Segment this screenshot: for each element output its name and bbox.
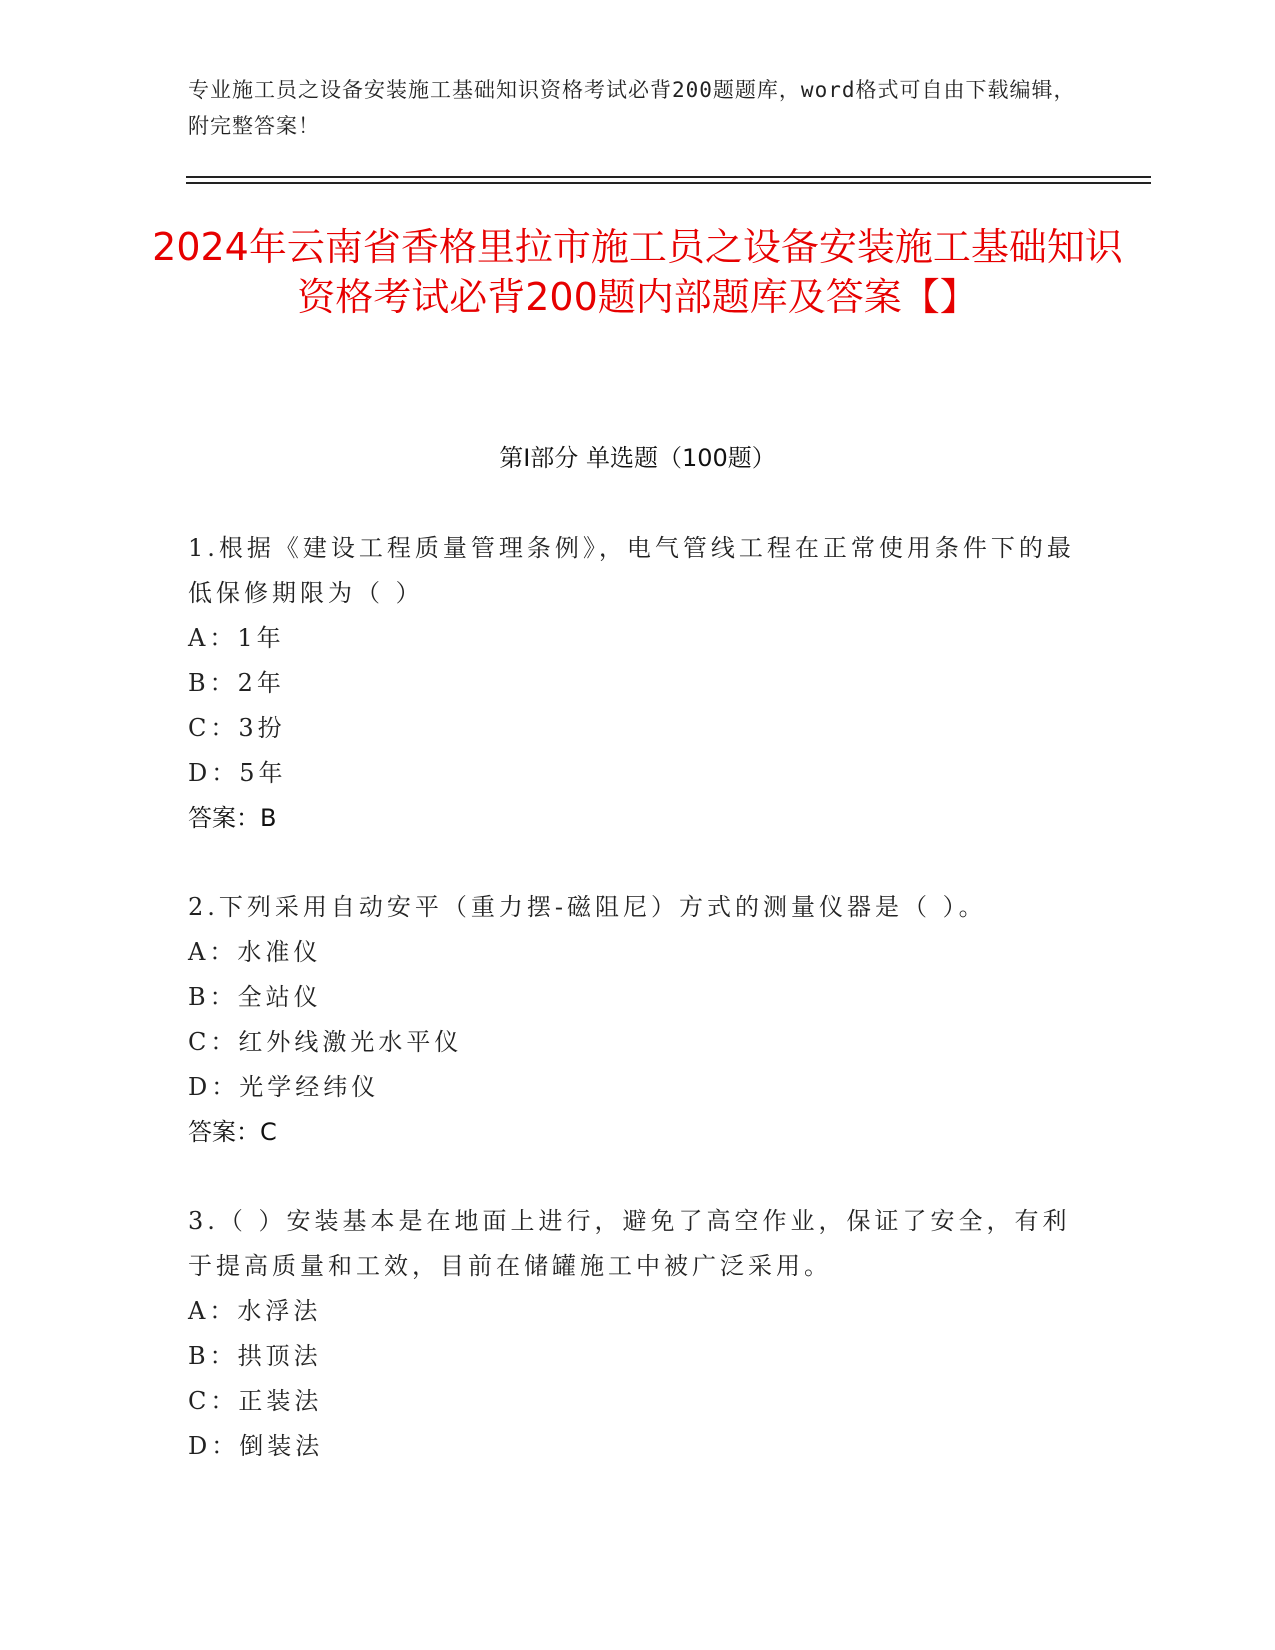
- question-2: [188, 885, 1088, 1155]
- option-b: B：拱顶法: [188, 1342, 322, 1370]
- option-d: D：5年: [188, 759, 287, 787]
- option-c: C：正装法: [188, 1387, 323, 1415]
- header-divider-bottom: [186, 182, 1151, 184]
- option-b: B：全站仪: [188, 983, 322, 1011]
- question-stem: 1.根据《建设工程质量管理条例》，电气管线工程在正常使用条件下的最低保修期限为（ ）: [188, 534, 1075, 607]
- option-a: A：水准仪: [188, 938, 322, 966]
- header-note: 专业施工员之设备安装施工基础知识资格考试必背200题题库，word格式可自由下载编辑，附完整答案！: [188, 78, 1076, 138]
- option-b: B：2年: [188, 669, 285, 697]
- question-3: [188, 1199, 1088, 1469]
- option-c: C：红外线激光水平仪: [188, 1028, 463, 1056]
- question-list: [188, 526, 1088, 1513]
- option-d: D：倒装法: [188, 1432, 324, 1460]
- option-a: A：1年: [188, 624, 285, 652]
- answer: 答案：B: [188, 804, 277, 832]
- document-title: 2024年云南省香格里拉市施工员之设备安装施工基础知识资格考试必背200题内部题库及答案【】: [152, 225, 1123, 319]
- option-a: A：水浮法: [188, 1297, 322, 1325]
- question-stem: 3.（ ）安装基本是在地面上进行，避免了高空作业，保证了安全，有利于提高质量和工效，目前在储罐施工中被广泛采用。: [188, 1207, 1071, 1280]
- section-heading: 第I部分 单选题（100题）: [499, 444, 776, 472]
- option-c: C：3扮: [188, 714, 286, 742]
- question-stem: 2.下列采用自动安平（重力摆-磁阻尼）方式的测量仪器是（ ）。: [188, 893, 987, 921]
- header-divider-top: [186, 176, 1151, 178]
- option-d: D：光学经纬仪: [188, 1073, 380, 1101]
- answer: 答案：C: [188, 1118, 277, 1146]
- question-1: [188, 526, 1088, 841]
